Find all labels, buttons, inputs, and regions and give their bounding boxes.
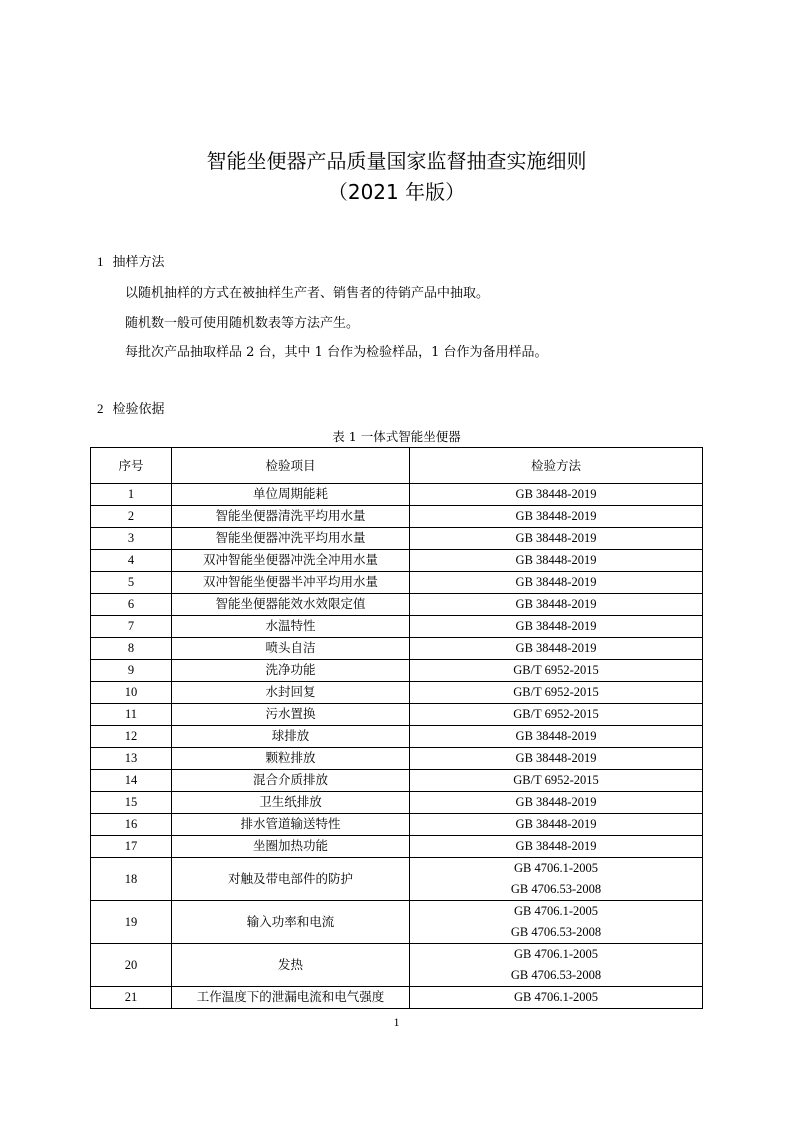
row-inspection-item: 智能坐便器能效水效限定值 [172, 594, 410, 616]
method-standard: GB 4706.53-2008 [510, 925, 602, 939]
row-serial-number: 19 [91, 901, 172, 944]
table-row [91, 987, 703, 1009]
row-inspection-method [410, 484, 703, 506]
table-row [91, 682, 703, 704]
row-inspection-item: 洗净功能 [172, 660, 410, 682]
document-edition: （2021 年版） [327, 180, 466, 204]
table-row [91, 814, 703, 836]
header-item: 检验项目 [172, 448, 410, 484]
table-row [91, 748, 703, 770]
row-serial-number: 17 [91, 836, 172, 858]
table-row [91, 616, 703, 638]
paragraph: 以随机抽样的方式在被抽样生产者、销售者的待销产品中抽取。 [125, 286, 490, 301]
row-inspection-item: 卫生纸排放 [172, 792, 410, 814]
method-standard: GB 4706.53-2008 [510, 882, 602, 896]
method-standard: GB/T 6952-2015 [513, 773, 599, 787]
row-inspection-item: 双冲智能坐便器冲洗全冲用水量 [172, 550, 410, 572]
method-standard: GB 38448-2019 [515, 619, 597, 633]
section-title: 抽样方法 [112, 255, 165, 270]
row-inspection-item: 发热 [172, 944, 410, 987]
row-inspection-item: 球排放 [172, 726, 410, 748]
method-standard: GB 38448-2019 [515, 751, 597, 765]
method-standard: GB/T 6952-2015 [513, 663, 599, 677]
row-inspection-method [410, 638, 703, 660]
section-heading-sampling [97, 251, 165, 270]
row-inspection-method [410, 748, 703, 770]
method-standard: GB 38448-2019 [515, 531, 597, 545]
row-serial-number: 18 [91, 858, 172, 901]
table-row [91, 944, 703, 987]
method-standard: GB/T 6952-2015 [513, 685, 599, 699]
table-body [91, 484, 703, 1009]
row-serial-number: 4 [91, 550, 172, 572]
table-row [91, 704, 703, 726]
method-standard: GB 38448-2019 [515, 553, 597, 567]
section-heading-basis [97, 398, 165, 417]
row-serial-number: 14 [91, 770, 172, 792]
table-row [91, 506, 703, 528]
table-row [91, 726, 703, 748]
method-standard: GB 38448-2019 [515, 487, 597, 501]
row-inspection-method [410, 704, 703, 726]
method-standard: GB 38448-2019 [515, 817, 597, 831]
row-inspection-method [410, 660, 703, 682]
row-inspection-item: 混合介质排放 [172, 770, 410, 792]
page-number: 1 [393, 1015, 400, 1029]
row-serial-number: 7 [91, 616, 172, 638]
row-serial-number: 12 [91, 726, 172, 748]
method-standard: GB 4706.1-2005 [513, 990, 599, 1004]
row-inspection-method [410, 901, 703, 944]
method-standard: GB 38448-2019 [515, 795, 597, 809]
row-serial-number: 8 [91, 638, 172, 660]
table-row [91, 528, 703, 550]
table-header-row [91, 448, 703, 484]
method-standard: GB 38448-2019 [515, 839, 597, 853]
row-inspection-method [410, 836, 703, 858]
table-row [91, 594, 703, 616]
row-serial-number: 15 [91, 792, 172, 814]
row-inspection-item: 输入功率和电流 [172, 901, 410, 944]
row-inspection-method [410, 770, 703, 792]
inspection-table [90, 447, 703, 1009]
row-inspection-item: 污水置换 [172, 704, 410, 726]
row-inspection-method [410, 550, 703, 572]
row-inspection-method [410, 814, 703, 836]
method-standard: GB 4706.53-2008 [510, 968, 602, 982]
header-method: 检验方法 [410, 448, 703, 484]
method-standard: GB 38448-2019 [515, 597, 597, 611]
row-serial-number: 13 [91, 748, 172, 770]
row-serial-number: 2 [91, 506, 172, 528]
row-inspection-item: 对触及带电部件的防护 [172, 858, 410, 901]
document-title: 智能坐便器产品质量国家监督抽查实施细则 [206, 149, 587, 173]
row-inspection-method [410, 528, 703, 550]
paragraph: 每批次产品抽取样品 2 台，其中 1 台作为检验样品，1 台作为备用样品。 [125, 345, 548, 360]
section-title: 检验依据 [112, 402, 165, 417]
row-inspection-item: 水封回复 [172, 682, 410, 704]
table-row [91, 770, 703, 792]
row-inspection-method [410, 506, 703, 528]
paragraph: 随机数一般可使用随机数表等方法产生。 [125, 316, 360, 331]
table-row [91, 550, 703, 572]
row-inspection-method [410, 616, 703, 638]
table-row [91, 484, 703, 506]
row-serial-number: 10 [91, 682, 172, 704]
method-standard: GB 38448-2019 [515, 575, 597, 589]
section-number: 1 [97, 254, 104, 269]
row-serial-number: 9 [91, 660, 172, 682]
row-inspection-method [410, 572, 703, 594]
row-inspection-item: 喷头自洁 [172, 638, 410, 660]
row-serial-number: 1 [91, 484, 172, 506]
header-serial: 序号 [91, 448, 172, 484]
row-inspection-method [410, 987, 703, 1009]
row-inspection-method [410, 726, 703, 748]
method-standard: GB 4706.1-2005 [513, 904, 599, 918]
method-standard: GB 38448-2019 [515, 729, 597, 743]
table-row [91, 901, 703, 944]
table-row [91, 792, 703, 814]
row-serial-number: 16 [91, 814, 172, 836]
method-standard: GB 38448-2019 [515, 509, 597, 523]
row-inspection-method [410, 858, 703, 901]
row-inspection-item: 双冲智能坐便器半冲平均用水量 [172, 572, 410, 594]
row-inspection-method [410, 594, 703, 616]
row-serial-number: 3 [91, 528, 172, 550]
table-row [91, 858, 703, 901]
row-serial-number: 5 [91, 572, 172, 594]
method-standard: GB/T 6952-2015 [513, 707, 599, 721]
table-row [91, 638, 703, 660]
row-inspection-item: 排水管道输送特性 [172, 814, 410, 836]
row-serial-number: 11 [91, 704, 172, 726]
method-standard: GB 4706.1-2005 [513, 861, 599, 875]
row-inspection-item: 颗粒排放 [172, 748, 410, 770]
row-inspection-method [410, 944, 703, 987]
row-inspection-item: 坐圈加热功能 [172, 836, 410, 858]
row-inspection-item: 工作温度下的泄漏电流和电气强度 [172, 987, 410, 1009]
row-inspection-item: 单位周期能耗 [172, 484, 410, 506]
row-inspection-method [410, 792, 703, 814]
row-serial-number: 20 [91, 944, 172, 987]
row-serial-number: 21 [91, 987, 172, 1009]
row-inspection-item: 智能坐便器清洗平均用水量 [172, 506, 410, 528]
row-inspection-item: 智能坐便器冲洗平均用水量 [172, 528, 410, 550]
table-row [91, 836, 703, 858]
table-row [91, 572, 703, 594]
method-standard: GB 38448-2019 [515, 641, 597, 655]
row-inspection-method [410, 682, 703, 704]
row-inspection-item: 水温特性 [172, 616, 410, 638]
table-caption: 表 1 一体式智能坐便器 [332, 429, 461, 444]
table-row [91, 660, 703, 682]
method-standard: GB 4706.1-2005 [513, 947, 599, 961]
section-number: 2 [97, 401, 104, 416]
row-serial-number: 6 [91, 594, 172, 616]
